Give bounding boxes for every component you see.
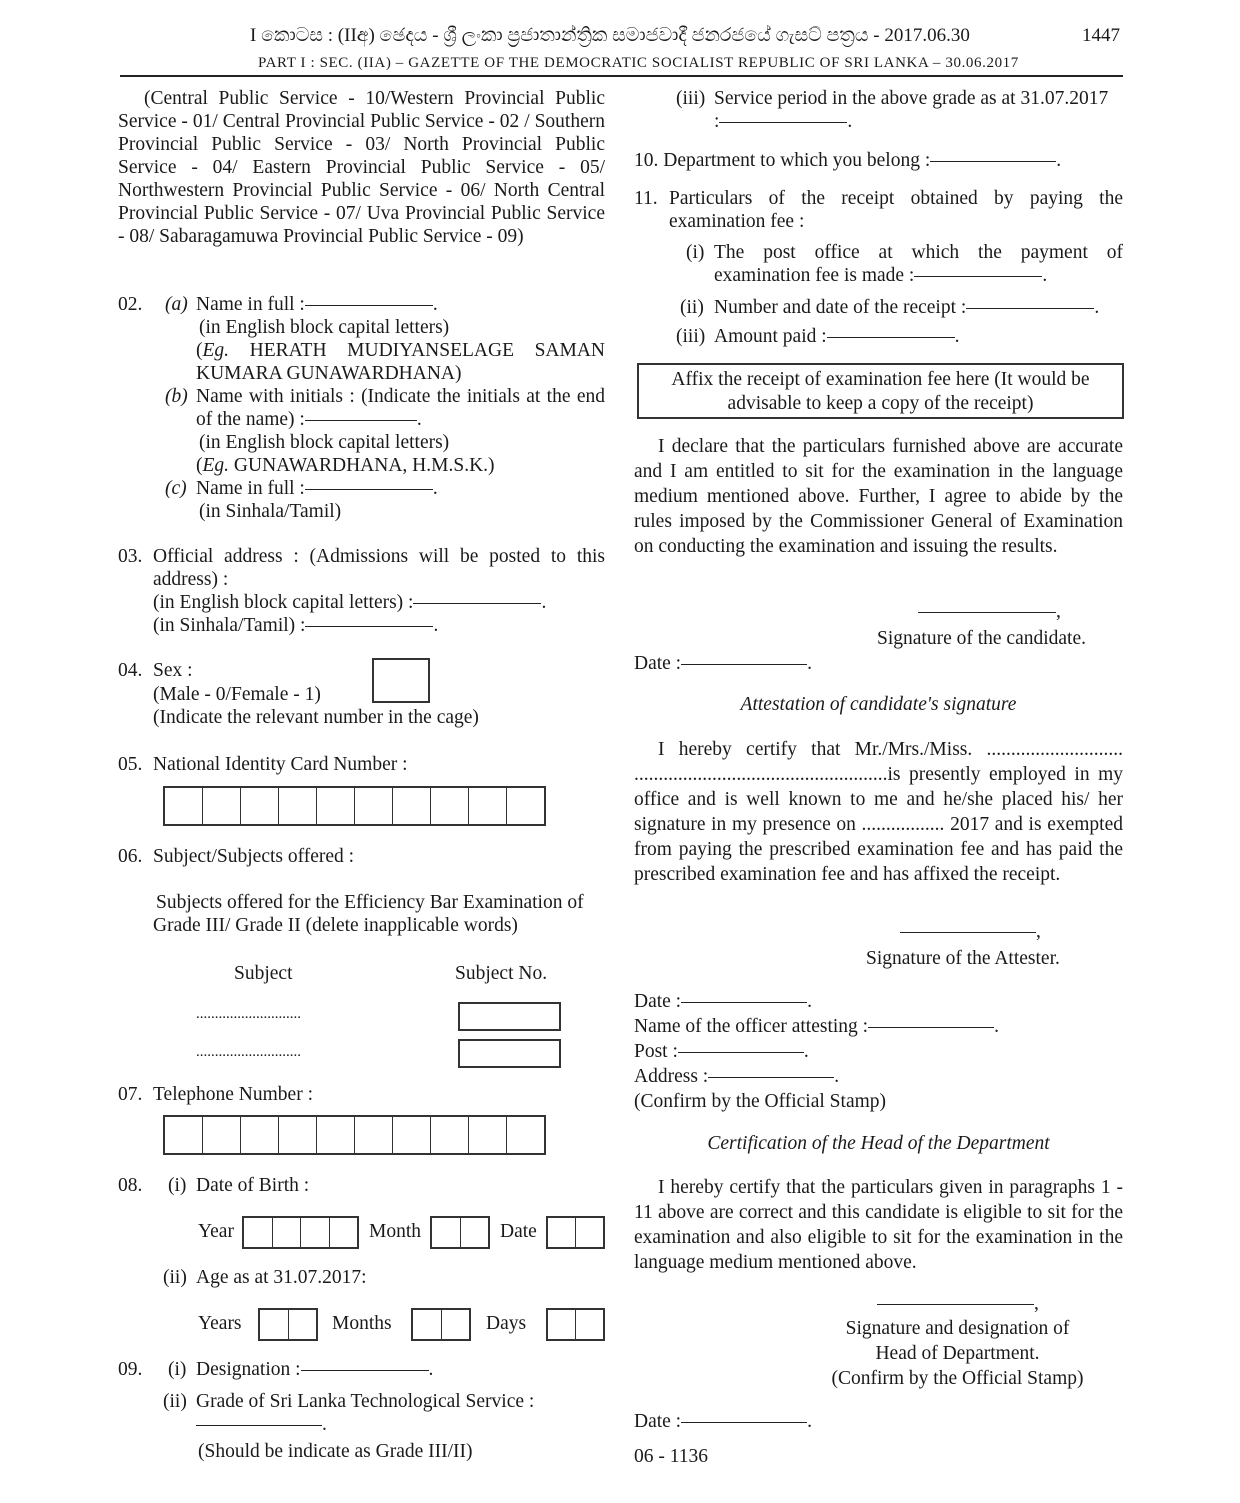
name-initials-line[interactable] xyxy=(305,420,417,421)
officer-name-line[interactable] xyxy=(868,1027,994,1028)
head-date-row: Date : . xyxy=(634,1411,812,1432)
age-days-label: Days xyxy=(486,1313,527,1334)
q11-i-row: The post office at which the payment of examination fee is made : . xyxy=(714,242,1123,286)
telephone-number-boxes[interactable] xyxy=(163,1115,546,1155)
subject-dots-2[interactable]: ............................ xyxy=(196,1044,301,1060)
post-line[interactable] xyxy=(678,1052,804,1053)
head-date-line[interactable] xyxy=(681,1422,807,1423)
q09-ii-label: (ii) xyxy=(163,1391,187,1412)
q02-b-example: (Eg. GUNAWARDHANA, H.M.S.K.) xyxy=(196,455,495,476)
candidate-signature-label: Signature of the candidate. xyxy=(877,628,1087,649)
confirm-stamp-note-2: (Confirm by the Official Stamp) xyxy=(831,1368,1084,1389)
subject-no-column-header: Subject No. xyxy=(455,963,548,984)
head-signature-line[interactable] xyxy=(877,1304,1034,1305)
q09-i-label: (i) xyxy=(168,1359,187,1380)
q06-paragraph: Subjects offered for the Efficiency Bar Examination of Grade III/ Grade II (delete inapplicable words) xyxy=(153,892,584,936)
attestation-paragraph: I hereby certify that Mr./Mrs./Miss. ............................ ....................................................is presently employed in my office and is well known to me and he/she placed his/ her signature in my presence on ................. 2017 and is exempted from paying the prescribed examination fee and has paid the prescribed examination fee and has affixed the receipt. xyxy=(634,739,1123,885)
q06-number: 06. xyxy=(118,846,143,867)
attester-signature-line[interactable] xyxy=(900,932,1036,933)
affix-receipt-box[interactable]: Affix the receipt of examination fee here (It would be advisable to keep a copy of the receipt) xyxy=(637,363,1124,419)
q02-a-label: (a) xyxy=(165,294,188,315)
sex-input-box[interactable] xyxy=(372,658,430,703)
address-english-line[interactable] xyxy=(413,603,541,604)
candidate-signature-line-row: , xyxy=(918,600,1061,623)
attester-date-line[interactable] xyxy=(681,1002,807,1003)
q07-number: 07. xyxy=(118,1084,143,1105)
subject-no-box-1[interactable] xyxy=(458,1002,561,1031)
english-header: PART I : SEC. (IIA) – GAZETTE OF THE DEMOCRATIC SOCIALIST REPUBLIC OF SRI LANKA – 30.06.2017 xyxy=(258,55,1019,71)
q02-a-note: (in English block capital letters) xyxy=(199,317,450,338)
grade-line[interactable] xyxy=(196,1425,322,1426)
q11-iii-row: Amount paid : . xyxy=(714,326,960,347)
r-iii-text: Service period in the above grade as at 31.07.2017 xyxy=(714,88,1109,109)
q04-note: (Indicate the relevant number in the cage) xyxy=(153,707,479,728)
age-months-boxes[interactable] xyxy=(411,1308,471,1341)
q11-ii-row: Number and date of the receipt : . xyxy=(714,297,1100,318)
address-row: Address : . xyxy=(634,1066,840,1087)
q06-text: Subject/Subjects offered : xyxy=(153,846,355,867)
q08-ii-text: Age as at 31.07.2017: xyxy=(196,1267,367,1288)
declaration-paragraph: I declare that the particulars furnished above are accurate and I am entitled to sit for the examination in the language medium mentioned above. Further, I agree to abide by the rules imposed by the Commissioner General of Examination on conducting the examination and issuing the results. xyxy=(634,436,1123,557)
subject-no-box-2[interactable] xyxy=(458,1039,561,1068)
address-line[interactable] xyxy=(708,1077,834,1078)
q11-ii-label: (ii) xyxy=(680,297,704,318)
q03-english-row: (in English block capital letters) : . xyxy=(153,592,547,613)
name-sinhala-line[interactable] xyxy=(305,489,433,490)
q02-b-row: Name with initials : (Indicate the initials at the end of the name) : . xyxy=(196,386,605,430)
q05-number: 05. xyxy=(118,754,143,775)
q04-text: Sex : xyxy=(153,660,193,681)
q09-number: 09. xyxy=(118,1359,143,1380)
q04-options: (Male - 0/Female - 1) xyxy=(153,684,321,705)
q08-i-label: (i) xyxy=(168,1175,187,1196)
q07-text: Telephone Number : xyxy=(153,1084,313,1105)
confirm-stamp-note: (Confirm by the Official Stamp) xyxy=(634,1091,887,1112)
attester-date-row: Date : . xyxy=(634,991,812,1012)
age-months-label: Months xyxy=(332,1313,392,1334)
q02-b-label: (b) xyxy=(165,386,188,407)
q02-a-row: Name in full : . xyxy=(196,294,438,315)
name-full-line[interactable] xyxy=(305,305,433,306)
q08-number: 08. xyxy=(118,1175,143,1196)
receipt-number-line[interactable] xyxy=(966,308,1094,309)
head-signature-label-2: Head of Department. xyxy=(875,1343,1040,1364)
dob-year-label: Year xyxy=(198,1221,234,1242)
q09-ii-row: Grade of Sri Lanka Technological Service : xyxy=(196,1391,535,1412)
footer-code: 06 - 1136 xyxy=(634,1446,709,1467)
dob-month-label: Month xyxy=(369,1221,422,1242)
q02-a-example: (Eg. HERATH MUDIYANSELAGE SAMAN KUMARA GUNAWARDHANA) xyxy=(196,340,605,384)
age-days-boxes[interactable] xyxy=(546,1308,605,1341)
q02-c-label: (c) xyxy=(165,478,187,499)
header-rule xyxy=(120,75,1123,77)
department-line[interactable] xyxy=(930,161,1056,162)
service-period-line[interactable] xyxy=(719,122,847,123)
r-iii-label: (iii) xyxy=(676,88,706,109)
candidate-date-line[interactable] xyxy=(681,664,807,665)
age-years-boxes[interactable] xyxy=(258,1308,318,1341)
q02-a-text: Name in full : xyxy=(196,294,305,315)
nic-number-boxes[interactable] xyxy=(163,786,546,826)
dob-year-boxes[interactable] xyxy=(242,1216,359,1249)
q09-ii-note: (Should be indicate as Grade III/II) xyxy=(198,1441,473,1462)
candidate-date-row: Date : . xyxy=(634,653,812,674)
q05-text: National Identity Card Number : xyxy=(153,754,408,775)
sinhala-title: I කොටස : (IIඅ) ඡෙදය - ශ්‍රී ලංකා ප්‍රජාතාන්ත්‍රික සමාජවාදී ජනරජයේ ගැසට් පත්‍රය - 2017.06.30 xyxy=(250,25,970,46)
subject-column-header: Subject xyxy=(234,963,293,984)
subject-dots-1[interactable]: ............................ xyxy=(196,1006,301,1022)
age-years-label: Years xyxy=(198,1313,242,1334)
attester-signature-label: Signature of the Attester. xyxy=(866,948,1060,969)
q03-text: Official address : (Admissions will be posted to this address) : xyxy=(153,546,605,590)
q11-i-label: (i) xyxy=(686,242,705,263)
q11-number: 11. xyxy=(634,188,658,209)
head-signature-line-row: , xyxy=(877,1292,1039,1315)
certification-paragraph: I hereby certify that the particulars given in paragraphs 1 - 11 above are correct and this candidate is eligible to sit for the examination and also eligible to sit for the examination in the language medium mentioned above. xyxy=(634,1177,1123,1273)
q11-iii-label: (iii) xyxy=(676,326,706,347)
dob-date-label: Date xyxy=(500,1221,537,1242)
q03-sinhala-row: (in Sinhala/Tamil) : . xyxy=(153,615,439,636)
q08-ii-label: (ii) xyxy=(163,1267,187,1288)
q09-ii-line-row: . xyxy=(196,1413,327,1436)
post-office-line[interactable] xyxy=(914,276,1042,277)
q08-i-text: Date of Birth : xyxy=(196,1175,310,1196)
q02-c-note: (in Sinhala/Tamil) xyxy=(199,501,342,522)
q02-c-row: Name in full : . xyxy=(196,478,438,499)
certification-heading: Certification of the Head of the Department xyxy=(707,1133,1050,1154)
attestation-heading: Attestation of candidate's signature xyxy=(740,694,1017,715)
dob-month-boxes[interactable] xyxy=(430,1216,490,1249)
q10-row: 10. Department to which you belong : . xyxy=(634,150,1062,171)
officer-name-row: Name of the officer attesting : . xyxy=(634,1016,999,1037)
services-paragraph: (Central Public Service - 10/Western Provincial Public Service - 01/ Central Provincial Public Service - 02 / Southern Provincial Public Service - 03/ North Provincial Public Service - 04/ Eastern Provincial Public Service - 05/ Northwestern Provincial Public Service - 06/ North Central Provincial Public Service - 07/ Uva Provincial Public Service - 08/ Sabaragamuwa Provincial Public Service - 09) xyxy=(118,88,605,247)
q02-b-note: (in English block capital letters) xyxy=(199,432,450,453)
q04-number: 04. xyxy=(118,660,143,681)
candidate-signature-line[interactable] xyxy=(918,612,1056,613)
head-signature-label-1: Signature and designation of xyxy=(845,1318,1070,1339)
amount-paid-line[interactable] xyxy=(827,337,955,338)
q02-number: 02. xyxy=(118,294,143,315)
page-number: 1447 xyxy=(1082,25,1120,46)
post-row: Post : . xyxy=(634,1041,809,1062)
service-period-row: : . xyxy=(714,111,853,132)
q03-number: 03. xyxy=(118,546,143,567)
address-sinhala-line[interactable] xyxy=(305,626,433,627)
dob-date-boxes[interactable] xyxy=(546,1216,605,1249)
attester-signature-line-row: , xyxy=(900,920,1041,943)
q09-i-row: Designation : . xyxy=(196,1359,434,1380)
q11-text: Particulars of the receipt obtained by paying the examination fee : xyxy=(669,188,1123,232)
designation-line[interactable] xyxy=(301,1370,429,1371)
